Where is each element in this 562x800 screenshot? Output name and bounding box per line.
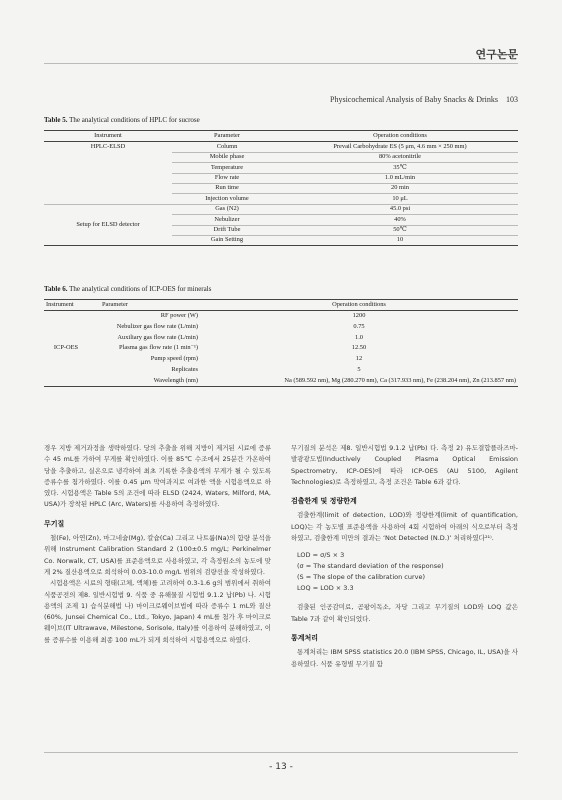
table5-header-parameter: Parameter	[172, 131, 282, 142]
table-cell-value: 20 min	[282, 183, 518, 193]
table-cell-value: 80% acetonitrile	[282, 152, 518, 162]
body-paragraph: 무기질의 분석은 제8. 일반시험법 9.1.2 납(Pb) 다. 측정 2) 유도결합플라즈마-발광광도법(Inductively Coupled Plasma Optical Emission Spectrometry, ICP-OES)에 따라 ICP-OES (AU 5100, Agilent Technologies)로 측정하였고, 측정 조건은 Table 6과 같다.	[291, 444, 518, 486]
table6	[44, 299, 518, 387]
table5-label: Table 5.	[44, 116, 68, 124]
table-cell-parameter: Temperature	[172, 163, 282, 173]
table-row	[44, 142, 518, 152]
body-paragraph: 통계처리는 IBM SPSS statistics 20.0 (IBM SPSS, Chicago, IL, USA)을 사용하였다. 식품 유형별 무기질 함	[291, 648, 519, 668]
table-row	[44, 333, 518, 344]
left-column	[44, 443, 271, 646]
equation-sigma-def: (σ = The standard deviation of the response)	[297, 562, 444, 571]
table-cell-parameter: Drift Tube	[172, 225, 282, 235]
body-paragraph: 철(Fe), 아연(Zn), 마그네슘(Mg), 칼슘(Ca) 그리고 나트륨(Na)의 함량 분석을 위해 Instrument Calibration Standard 2 (100±0.5 mg/L; Perkinelmer Co. Norwalk, CT, USA)를 표준용액으로 사용하였고, 각 측정원소의 농도에 맞게 2% 질산용액으로 희석하여 0.03-10.0 mg/L 범위의 검량선을 작성하였다.	[44, 534, 271, 576]
table6-caption-text: The analytical conditions of ICP-OES for minerals	[69, 285, 212, 293]
table-cell-value: Prevail Carbohydrate ES (5 μm, 4.6 mm × 250 mm)	[282, 142, 518, 152]
table-cell-value: 10 μL	[282, 194, 518, 204]
table-row	[44, 365, 518, 376]
table5	[44, 130, 518, 246]
running-head	[330, 95, 518, 104]
table6-label: Table 6.	[44, 285, 68, 293]
table-cell-parameter: Wavelength (nm)	[88, 376, 200, 387]
table6-header-row	[44, 300, 518, 311]
table-cell-parameter: Injection volume	[172, 194, 282, 204]
table-cell-value: 1200	[352, 312, 366, 320]
table5-header-instrument: Instrument	[44, 131, 172, 142]
table-cell-parameter: Replicates	[171, 366, 198, 374]
table-cell-parameter: Run time	[172, 183, 282, 193]
running-title: Physicochemical Analysis of Baby Snacks & Drinks	[330, 95, 498, 104]
table-cell-value: 35℃	[282, 163, 518, 173]
section-heading-minerals: 무기질	[44, 519, 65, 528]
folio: - 13 -	[269, 762, 293, 772]
table-row	[44, 204, 518, 214]
table-row	[44, 311, 518, 322]
equation-lod: LOD = σ/S × 3	[297, 551, 345, 560]
section-tag: 연구논문	[475, 48, 518, 61]
equation-block	[291, 550, 518, 594]
table-cell-value: 0.75	[353, 322, 365, 330]
right-column	[291, 443, 518, 670]
table-cell-parameter: Column	[172, 142, 282, 152]
table6-header-parameter: Parameter	[88, 300, 200, 311]
table-cell-parameter: Nebulizer gas flow rate (L/min)	[116, 322, 198, 330]
footer-rule	[44, 752, 518, 753]
table5-header-conditions: Operation conditions	[282, 131, 518, 142]
table-row	[44, 354, 518, 365]
table-cell-parameter: Pump speed (rpm)	[150, 355, 198, 363]
table-cell-value: 1.0 mL/min	[282, 173, 518, 183]
table-cell-value: 45.0 psi	[282, 204, 518, 214]
table5-instrument-hplc: HPLC-ELSD	[44, 142, 172, 204]
table5-caption	[44, 116, 200, 124]
table-cell-value: 50℃	[282, 225, 518, 235]
table5-caption-text: The analytical conditions of HPLC for sucrose	[69, 116, 200, 124]
table-cell-value: 40%	[282, 215, 518, 225]
body-paragraph: 검출된 인공감미료, 곰팡이독소, 자당 그리고 무기질의 LOD와 LOQ 값은 Table 7과 같이 확인되었다.	[291, 603, 518, 623]
table6-instrument: ICP-OES	[44, 311, 88, 387]
table-cell-value: 10	[282, 235, 518, 245]
table-cell-parameter: Auxiliary gas flow rate (L/min)	[117, 333, 198, 341]
table-cell-value: 12	[355, 355, 363, 363]
table6-header-conditions: Operation conditions	[200, 300, 518, 311]
equation-loq: LOQ = LOD × 3.3	[297, 584, 354, 593]
table-cell-parameter: RF power (W)	[160, 312, 198, 320]
section-heading-statistics: 통계처리	[291, 633, 319, 642]
table6-caption	[44, 285, 211, 293]
table6-header-instrument: Instrument	[44, 300, 88, 311]
table-cell-value: 12.50	[351, 344, 367, 352]
section-heading-lod-loq: 검출한계 및 정량한계	[291, 497, 357, 506]
table-row	[44, 322, 518, 333]
table-cell-parameter: Plasma gas flow rate (1 min⁻¹)	[119, 344, 198, 352]
table5-instrument-elsd: Setup for ELSD detector	[44, 204, 172, 246]
table-cell-parameter: Gain Setting	[172, 235, 282, 245]
table-cell-value: 5	[357, 366, 361, 374]
body-paragraph: 검출한계(limit of detection, LOD)와 정량한계(limit of quantification, LOQ)는 각 농도별 표준용액을 사용하여 4회 시험하여 아래의 식으로부터 측정하였고, 검출한계 미만의 결과는 ‘Not Detected (N.D.)’ 처리하였다²¹⁾.	[291, 511, 518, 543]
body-paragraph: 시험용액은 시료의 형태(고체, 액체)를 고려하여 0.3-1.6 g의 범위에서 취하여 식품공전의 제8. 일반시험법 9. 식품 중 유해물질 시험법 9.1.2 납(Pb) 나. 시험용액의 조제 1) 습식분해법 나) 마이크로웨이브법에 따라 증류수 1 mL와 질산(60%, Junsei Chemical Co., Ltd., Tokyo, Japan) 4 mL를 첨가 후 마이크로웨이브(IT Ultrawave, Milestone, Sorisole, Italy)를 이용하여 분해하였고, 이를 증류수를 이용해 최종 100 mL가 되게 희석하여 시험용액으로 하였다.	[44, 579, 271, 644]
table-cell-parameter: Nebulizer	[172, 215, 282, 225]
header-rule	[44, 63, 518, 64]
table-cell-parameter: Flow rate	[172, 173, 282, 183]
table-cell-value: 1.0	[355, 333, 363, 341]
equation-slope-def: (S = The slope of the calibration curve)	[297, 573, 426, 582]
table5-header-row	[44, 131, 518, 142]
table-row	[44, 376, 518, 387]
page-number: 103	[506, 95, 518, 104]
table-cell-parameter: Mobile phase	[172, 152, 282, 162]
table-cell-value: Na (589.592 nm), Mg (280.270 nm), Ca (317.933 nm), Fe (238.204 nm), Zn (213.857 nm)	[200, 376, 518, 387]
table-row	[44, 343, 518, 354]
table-cell-parameter: Gas (N2)	[172, 204, 282, 214]
body-paragraph: 경우 지방 제거과정을 생략하였다. 당의 추출을 위해 지방이 제거된 시료에 증류수 45 mL를 가하여 무게를 확인하였다. 이를 85℃ 수조에서 25분간 가온하여 당을 추출하고, 실온으로 냉각하여 최초 기록한 추출용액의 무게가 될 수 있도록 증류수를 첨가하였다. 이를 0.45 μm 막여과지로 여과한 액을 시험용액으로 하였다. 시험용액은 Table 5의 조건에 따라 ELSD (2424, Waters, Milford, MA, USA)가 장착된 HPLC (Arc, Waters)를 사용하여 측정하였다.	[44, 444, 271, 509]
